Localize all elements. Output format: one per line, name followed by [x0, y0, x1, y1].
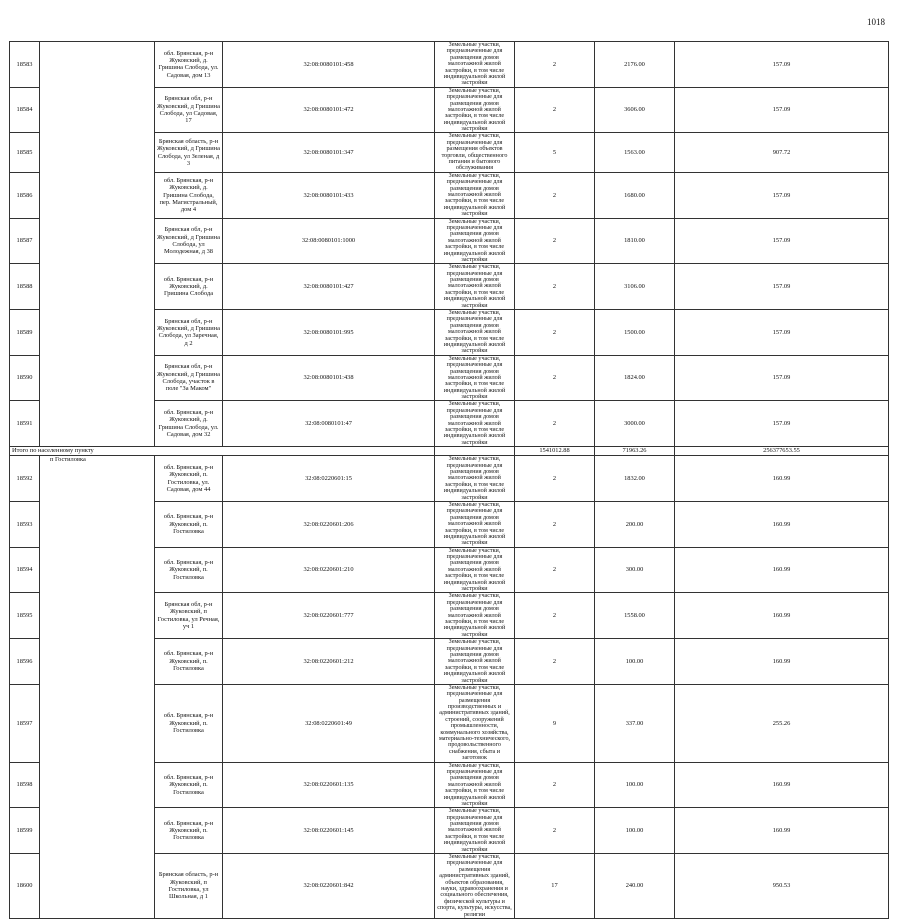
- row-number: 18586: [10, 172, 40, 218]
- land-use-purpose-cell: Земельные участки, предназначенные для размещения домов малоэтажной жилой застройки, в том числе индивидуальной жилой застройки: [435, 639, 515, 685]
- area-cell: 1810.00: [595, 218, 675, 264]
- address-cell: обл. Брянская, р-н Жуковский, д. Гришина Слобода, ул. Садовая, дом 32: [155, 401, 223, 447]
- specific-value-cell: 157.09: [675, 218, 889, 264]
- area-cell: 2176.00: [595, 42, 675, 88]
- address-cell: Брянская обл, р-н Жуковский, д Гришина Слобода, ул Заречная, д 2: [155, 310, 223, 356]
- land-use-purpose-cell: Земельные участки, предназначенные для размещения домов малоэтажной жилой застройки, в том числе индивидуальной жилой застройки: [435, 310, 515, 356]
- cadastral-number-cell: 32:08:0220601:49: [223, 684, 435, 762]
- specific-value-cell: 157.09: [675, 401, 889, 447]
- land-use-purpose-cell: Земельные участки, предназначенные для размещения домов малоэтажной жилой застройки, в том числе индивидуальной жилой застройки: [435, 172, 515, 218]
- land-use-purpose-cell: Земельные участки, предназначенные для размещения домов малоэтажной жилой застройки, в том числе индивидуальной жилой застройки: [435, 355, 515, 401]
- address-cell: обл. Брянская, р-н Жуковский, п. Гостиловка: [155, 684, 223, 762]
- row-number: 18587: [10, 218, 40, 264]
- address-cell: обл. Брянская, р-н Жуковский, п. Гостиловка: [155, 501, 223, 547]
- land-use-purpose-cell: Земельные участки, предназначенные для размещения домов малоэтажной жилой застройки, в том числе индивидуальной жилой застройки: [435, 762, 515, 808]
- row-number: 18590: [10, 355, 40, 401]
- address-cell: Брянская обл, р-н Жуковский, п Гостиловка, ул Речная, уч 1: [155, 593, 223, 639]
- use-group-cell: 2: [515, 218, 595, 264]
- land-use-purpose-cell: Земельные участки, предназначенные для размещения домов малоэтажной жилой застройки, в том числе индивидуальной жилой застройки: [435, 547, 515, 593]
- land-use-purpose-cell: Земельные участки, предназначенные для размещения объектов торговли, общественного питания и бытового обслуживания: [435, 133, 515, 172]
- specific-value-cell: 160.99: [675, 808, 889, 854]
- area-cell: 1558.00: [595, 593, 675, 639]
- land-use-purpose-cell: Земельные участки, предназначенные для размещения домов малоэтажной жилой застройки, в том числе индивидуальной жилой застройки: [435, 401, 515, 447]
- row-number: 18594: [10, 547, 40, 593]
- land-use-purpose-cell: Земельные участки, предназначенные для размещения домов малоэтажной жилой застройки, в том числе индивидуальной жилой застройки: [435, 593, 515, 639]
- row-number: 18597: [10, 684, 40, 762]
- row-number: 18593: [10, 501, 40, 547]
- use-group-cell: 2: [515, 456, 595, 502]
- address-cell: обл. Брянская, р-н Жуковский, д. Гришина Слобода, пер. Магистральный, дом 4: [155, 172, 223, 218]
- address-cell: обл. Брянская, р-н Жуковский, д. Гришина Слобода, ул. Садовая, дом 13: [155, 42, 223, 88]
- address-cell: Брянская область, р-н Жуковский, д Гришина Слобода, ул Зеленая, д 3: [155, 133, 223, 172]
- land-use-purpose-cell: Земельные участки, предназначенные для размещения домов малоэтажной жилой застройки, в том числе индивидуальной жилой застройки: [435, 808, 515, 854]
- area-cell: 3606.00: [595, 87, 675, 133]
- land-use-purpose-cell: Земельные участки, предназначенные для размещения домов малоэтажной жилой застройки, в том числе индивидуальной жилой застройки: [435, 456, 515, 502]
- specific-value-cell: 157.09: [675, 264, 889, 310]
- address-cell: Брянская обл, р-н Жуковский, д Гришина Слобода, участок в поле "За Маком": [155, 355, 223, 401]
- cadastral-number-cell: 32:08:0220601:206: [223, 501, 435, 547]
- row-number: 18588: [10, 264, 40, 310]
- address-cell: обл. Брянская, р-н Жуковский, п. Гостиловка: [155, 547, 223, 593]
- specific-value-cell: 157.09: [675, 87, 889, 133]
- area-cell: 337.00: [595, 684, 675, 762]
- row-number: 18600: [10, 854, 40, 919]
- area-cell: 240.00: [595, 854, 675, 919]
- row-number: 18585: [10, 133, 40, 172]
- row-number: 18592: [10, 456, 40, 502]
- settlement-cell: п Гостиловка: [40, 456, 155, 919]
- page-number: 1018: [867, 17, 885, 27]
- row-number: 18598: [10, 762, 40, 808]
- table-row: [10, 42, 889, 88]
- use-group-cell: 2: [515, 42, 595, 88]
- cadastral-number-cell: 32:08:0080101:433: [223, 172, 435, 218]
- specific-value-cell: 157.09: [675, 42, 889, 88]
- specific-value-cell: 950.53: [675, 854, 889, 919]
- row-number: 18595: [10, 593, 40, 639]
- row-number: 18589: [10, 310, 40, 356]
- specific-value-cell: 160.99: [675, 456, 889, 502]
- address-cell: обл. Брянская, р-н Жуковский, п. Гостиловка, ул. Садовая, дом 44: [155, 456, 223, 502]
- settlement-cell: [40, 42, 155, 447]
- cadastral-number-cell: 32:08:0080101:995: [223, 310, 435, 356]
- use-group-cell: 2: [515, 639, 595, 685]
- cadastral-value-table: [9, 41, 889, 919]
- area-cell: 200.00: [595, 501, 675, 547]
- use-group-cell: 2: [515, 264, 595, 310]
- cadastral-number-cell: 32:08:0080101:438: [223, 355, 435, 401]
- address-cell: Брянская обл, р-н Жуковский, д Гришина Слобода, ул Садовая, 17: [155, 87, 223, 133]
- area-cell: 100.00: [595, 639, 675, 685]
- use-group-cell: 2: [515, 401, 595, 447]
- area-cell: 100.00: [595, 808, 675, 854]
- area-cell: 1832.00: [595, 456, 675, 502]
- cadastral-number-cell: 32:08:0220601:212: [223, 639, 435, 685]
- totals-label: Итого по населенному пункту: [10, 447, 435, 456]
- area-cell: 3000.00: [595, 401, 675, 447]
- address-cell: обл. Брянская, р-н Жуковский, п. Гостиловка: [155, 762, 223, 808]
- specific-value-cell: 160.99: [675, 639, 889, 685]
- specific-value-cell: 160.99: [675, 762, 889, 808]
- specific-value-cell: 907.72: [675, 133, 889, 172]
- totals-specific-value: 71963.26: [595, 447, 675, 456]
- address-cell: Брянская область, р-н Жуковский, п Гостиловка, ул Школьная, д 1: [155, 854, 223, 919]
- address-cell: обл. Брянская, р-н Жуковский, д. Гришина Слобода: [155, 264, 223, 310]
- totals-group-cell: [435, 447, 515, 456]
- use-group-cell: 2: [515, 172, 595, 218]
- use-group-cell: 5: [515, 133, 595, 172]
- area-cell: 300.00: [595, 547, 675, 593]
- use-group-cell: 2: [515, 808, 595, 854]
- specific-value-cell: 157.09: [675, 172, 889, 218]
- cadastral-number-cell: 32:08:0220601:135: [223, 762, 435, 808]
- table-row: [10, 456, 889, 502]
- specific-value-cell: 160.99: [675, 593, 889, 639]
- row-number: 18583: [10, 42, 40, 88]
- totals-area: 1541012.88: [515, 447, 595, 456]
- area-cell: 1563.00: [595, 133, 675, 172]
- cadastral-number-cell: 32:08:0080101:1000: [223, 218, 435, 264]
- settlement-totals-row: [10, 447, 889, 456]
- group2-rows: [10, 456, 889, 919]
- specific-value-cell: 160.99: [675, 547, 889, 593]
- row-number: 18591: [10, 401, 40, 447]
- use-group-cell: 2: [515, 762, 595, 808]
- use-group-cell: 2: [515, 501, 595, 547]
- specific-value-cell: 160.99: [675, 501, 889, 547]
- cadastral-number-cell: 32:08:0080101:427: [223, 264, 435, 310]
- cadastral-number-cell: 32:08:0220601:777: [223, 593, 435, 639]
- cadastral-number-cell: 32:08:0080101:458: [223, 42, 435, 88]
- area-cell: 1680.00: [595, 172, 675, 218]
- use-group-cell: 17: [515, 854, 595, 919]
- cadastral-number-cell: 32:08:0220601:145: [223, 808, 435, 854]
- use-group-cell: 2: [515, 355, 595, 401]
- land-use-purpose-cell: Земельные участки, предназначенные для размещения домов малоэтажной жилой застройки, в том числе индивидуальной жилой застройки: [435, 218, 515, 264]
- cadastral-number-cell: 32:08:0080101:472: [223, 87, 435, 133]
- use-group-cell: 2: [515, 310, 595, 356]
- cadastral-number-cell: 32:08:0220601:210: [223, 547, 435, 593]
- row-number: 18596: [10, 639, 40, 685]
- cadastral-number-cell: 32:08:0220601:842: [223, 854, 435, 919]
- specific-value-cell: 157.09: [675, 355, 889, 401]
- use-group-cell: 2: [515, 593, 595, 639]
- land-use-purpose-cell: Земельные участки, предназначенные для размещения производственных и административных зданий, строений, сооружений промышленности, коммунального хозяйства, материально-технического, продовольственного снабжения, сбыта и заготовок: [435, 684, 515, 762]
- land-use-purpose-cell: Земельные участки, предназначенные для размещения домов малоэтажной жилой застройки, в том числе индивидуальной жилой застройки: [435, 87, 515, 133]
- land-use-purpose-cell: Земельные участки, предназначенные для размещения домов малоэтажной жилой застройки, в том числе индивидуальной жилой застройки: [435, 501, 515, 547]
- address-cell: обл. Брянская, р-н Жуковский, п. Гостиловка: [155, 808, 223, 854]
- land-use-purpose-cell: Земельные участки, предназначенные для размещения домов малоэтажной жилой застройки, в том числе индивидуальной жилой застройки: [435, 264, 515, 310]
- area-cell: 1824.00: [595, 355, 675, 401]
- land-use-purpose-cell: Земельные участки, предназначенные для размещения домов малоэтажной жилой застройки, в том числе индивидуальной жилой застройки: [435, 42, 515, 88]
- specific-value-cell: 255.26: [675, 684, 889, 762]
- use-group-cell: 2: [515, 87, 595, 133]
- area-cell: 1500.00: [595, 310, 675, 356]
- area-cell: 3106.00: [595, 264, 675, 310]
- use-group-cell: 2: [515, 547, 595, 593]
- row-number: 18584: [10, 87, 40, 133]
- cadastral-number-cell: 32:08:0220601:15: [223, 456, 435, 502]
- land-use-purpose-cell: Земельные участки, предназначенные для размещения административных зданий, объектов образования, науки, здравоохранения и социального обеспечения, физической культуры и спорта, культуры, искусства, религии: [435, 854, 515, 919]
- cadastral-number-cell: 32:08:0080101:47: [223, 401, 435, 447]
- address-cell: обл. Брянская, р-н Жуковский, п. Гостиловка: [155, 639, 223, 685]
- cadastral-number-cell: 32:08:0080101:347: [223, 133, 435, 172]
- group1-rows: [10, 42, 889, 447]
- area-cell: 100.00: [595, 762, 675, 808]
- row-number: 18599: [10, 808, 40, 854]
- specific-value-cell: 157.09: [675, 310, 889, 356]
- totals-cadastral-value: 256377653.55: [675, 447, 889, 456]
- address-cell: Брянская обл, р-н Жуковский, д Гришина Слобода, ул Молодежная, д 38: [155, 218, 223, 264]
- use-group-cell: 9: [515, 684, 595, 762]
